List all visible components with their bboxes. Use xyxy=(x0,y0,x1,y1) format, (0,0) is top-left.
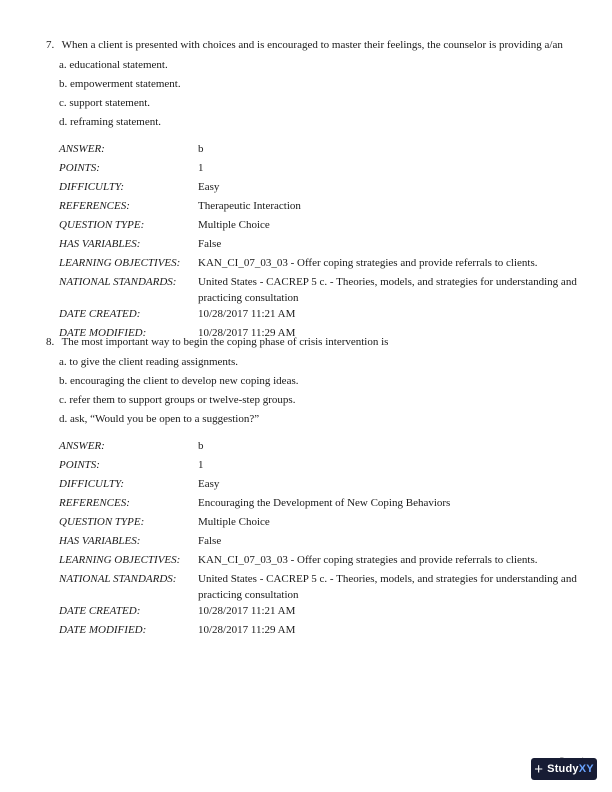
option-b: b. empowerment statement. xyxy=(59,78,181,90)
meta-row-question-type xyxy=(59,514,583,533)
question-stem xyxy=(46,333,586,351)
option-d: d. ask, “Would you be open to a suggestion?” xyxy=(59,413,260,425)
meta-value: KAN_CI_07_03_03 - Offer coping strategies and provide referrals to clients. xyxy=(198,554,538,566)
option-b: b. encouraging the client to develop new coping ideas. xyxy=(59,375,299,387)
question-7 xyxy=(46,36,586,344)
question-metadata xyxy=(59,438,583,641)
meta-label: ANSWER: xyxy=(59,143,105,155)
meta-row-references xyxy=(59,198,583,217)
meta-value: Easy xyxy=(198,478,220,490)
meta-label: LEARNING OBJECTIVES: xyxy=(59,257,181,269)
meta-label: REFERENCES: xyxy=(59,497,130,509)
meta-label: DATE MODIFIED: xyxy=(59,624,147,636)
meta-value: 10/28/2017 11:29 AM xyxy=(198,327,296,339)
meta-label: ANSWER: xyxy=(59,440,105,452)
meta-label: NATIONAL STANDARDS: xyxy=(59,573,177,585)
meta-label: LEARNING OBJECTIVES: xyxy=(59,554,181,566)
meta-value: Encouraging the Development of New Coping Behaviors xyxy=(198,497,451,509)
meta-value: 1 xyxy=(198,459,204,471)
meta-label: DATE CREATED: xyxy=(59,605,141,617)
meta-row-date-created xyxy=(59,603,583,622)
question-text: The most important way to begin the coping phase of crisis intervention is xyxy=(61,336,389,348)
meta-row-learning-objectives xyxy=(59,255,583,274)
brand-name-xy: XY xyxy=(578,763,594,775)
meta-row-answer xyxy=(59,141,583,160)
meta-label: DIFFICULTY: xyxy=(59,181,125,193)
meta-row-points xyxy=(59,457,583,476)
meta-value: False xyxy=(198,535,222,547)
meta-row-question-type xyxy=(59,217,583,236)
meta-label: POINTS: xyxy=(59,162,100,174)
meta-value: b xyxy=(198,143,204,155)
meta-value: b xyxy=(198,440,204,452)
meta-value: 10/28/2017 11:29 AM xyxy=(198,624,296,636)
question-metadata xyxy=(59,141,583,344)
meta-label: HAS VARIABLES: xyxy=(59,535,141,547)
meta-row-has-variables xyxy=(59,533,583,552)
meta-label: DATE CREATED: xyxy=(59,308,141,320)
plus-icon: + xyxy=(534,760,544,778)
question-8 xyxy=(46,333,586,641)
meta-value: Multiple Choice xyxy=(198,219,270,231)
question-number: 8. xyxy=(46,336,55,348)
meta-row-difficulty xyxy=(59,476,583,495)
question-number: 7. xyxy=(46,39,55,51)
meta-value: Easy xyxy=(198,181,220,193)
meta-value: 10/28/2017 11:21 AM xyxy=(198,605,296,617)
answer-options xyxy=(59,353,586,429)
meta-label: POINTS: xyxy=(59,459,100,471)
option-c: c. refer them to support groups or twelve-step groups. xyxy=(59,394,296,406)
option-a: a. educational statement. xyxy=(59,59,168,71)
meta-label: DIFFICULTY: xyxy=(59,478,125,490)
meta-row-national-standards xyxy=(59,571,583,603)
brand-name-study: Study xyxy=(547,763,579,775)
meta-value: 1 xyxy=(198,162,204,174)
meta-value: False xyxy=(198,238,222,250)
question-text: When a client is presented with choices and is encouraged to master their feelings, the counselor is providing a/an xyxy=(61,39,563,51)
meta-row-national-standards xyxy=(59,274,583,306)
meta-row-difficulty xyxy=(59,179,583,198)
meta-value: Multiple Choice xyxy=(198,516,270,528)
meta-row-date-modified xyxy=(59,622,583,641)
meta-value: United States - CACREP 5 c. - Theories, models, and strategies for understanding and practicing consultation xyxy=(198,573,577,601)
option-c: c. support statement. xyxy=(59,97,151,109)
meta-value: KAN_CI_07_03_03 - Offer coping strategies and provide referrals to clients. xyxy=(198,257,538,269)
meta-row-learning-objectives xyxy=(59,552,583,571)
meta-value: 10/28/2017 11:21 AM xyxy=(198,308,296,320)
studyxy-badge[interactable] xyxy=(531,758,597,780)
option-a: a. to give the client reading assignments. xyxy=(59,356,239,368)
answer-options xyxy=(59,56,586,132)
meta-value: Therapeutic Interaction xyxy=(198,200,301,212)
meta-row-answer xyxy=(59,438,583,457)
meta-label: QUESTION TYPE: xyxy=(59,219,145,231)
meta-value: United States - CACREP 5 c. - Theories, models, and strategies for understanding and practicing consultation xyxy=(198,276,577,304)
meta-label: DATE MODIFIED: xyxy=(59,327,147,339)
option-d: d. reframing statement. xyxy=(59,116,162,128)
meta-row-points xyxy=(59,160,583,179)
meta-label: HAS VARIABLES: xyxy=(59,238,141,250)
meta-row-has-variables xyxy=(59,236,583,255)
meta-label: NATIONAL STANDARDS: xyxy=(59,276,177,288)
meta-label: QUESTION TYPE: xyxy=(59,516,145,528)
meta-label: REFERENCES: xyxy=(59,200,130,212)
meta-row-date-created xyxy=(59,306,583,325)
meta-row-references xyxy=(59,495,583,514)
question-stem xyxy=(46,36,586,54)
